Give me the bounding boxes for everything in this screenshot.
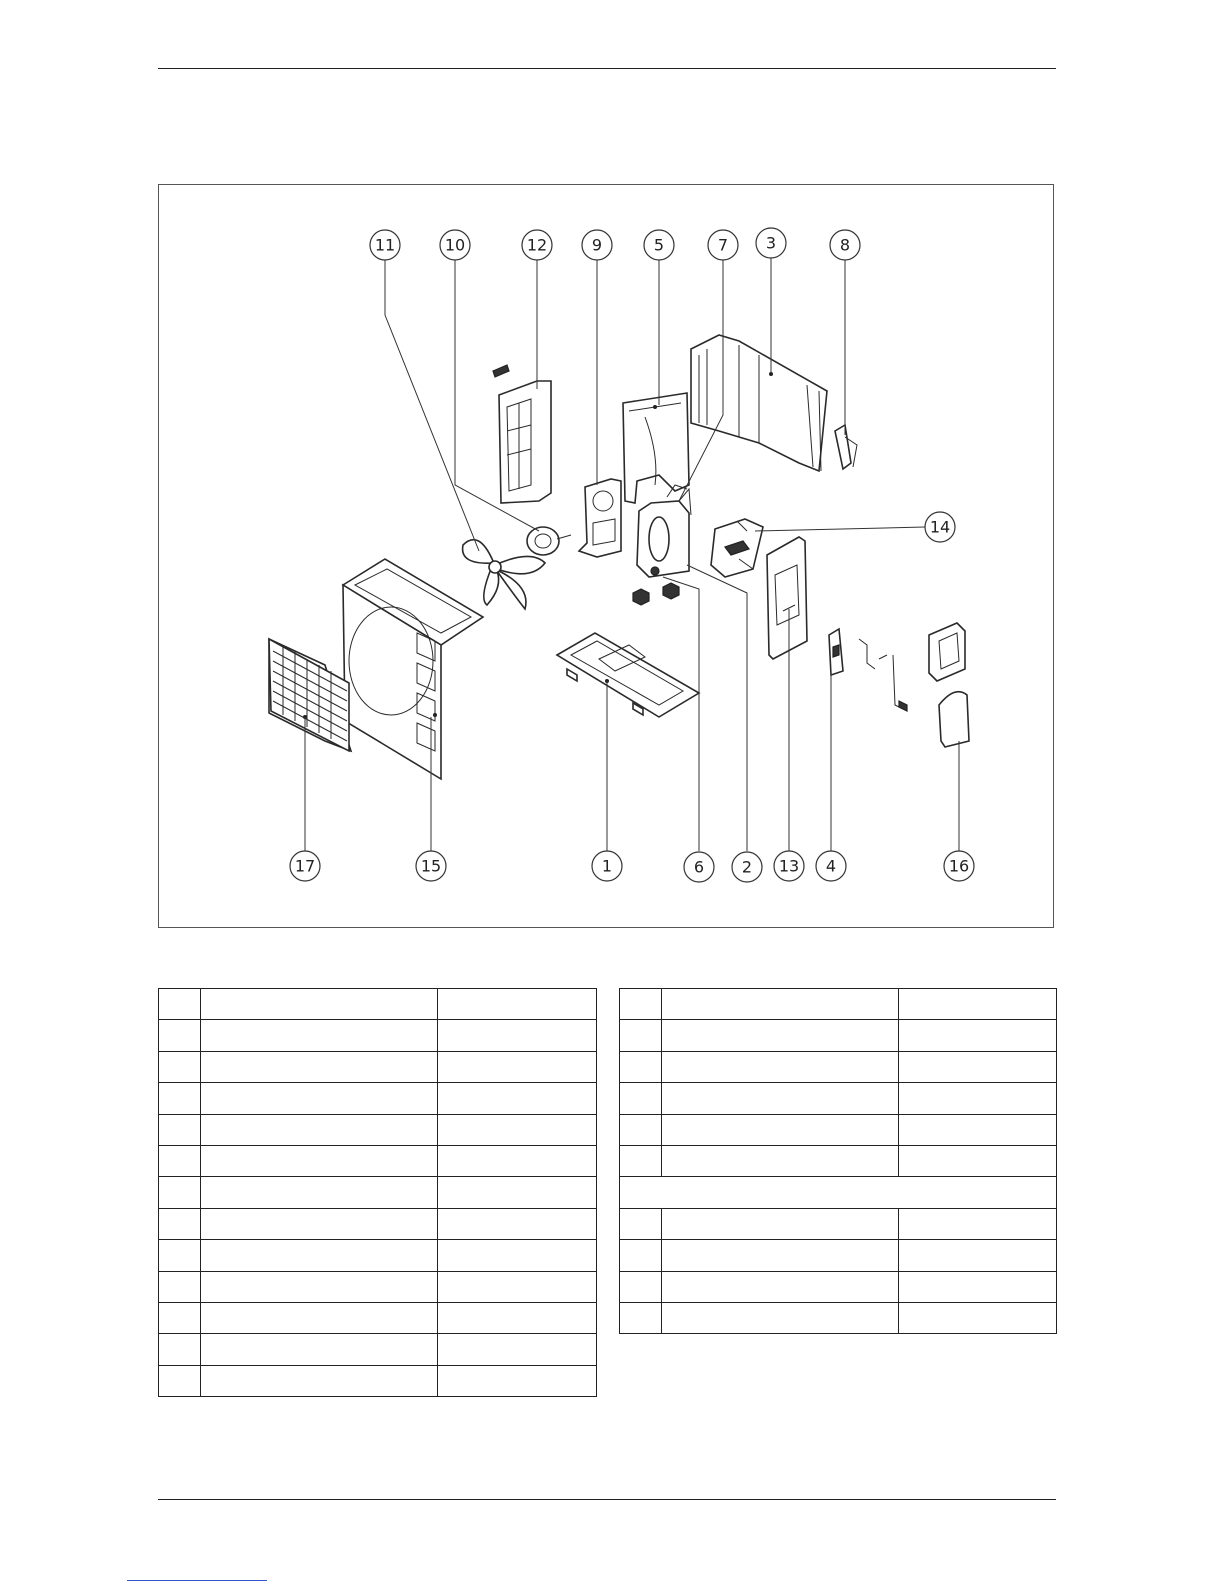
diagram-canvas: [159, 185, 1055, 929]
callout-16: [944, 851, 974, 881]
callout-15: [416, 851, 446, 881]
cell-part-code: [899, 1145, 1057, 1176]
part-stop-valve-plate: [829, 629, 887, 675]
cell-part-name: [201, 1051, 438, 1082]
cell-part-code: [438, 1334, 597, 1365]
leader-lines: [305, 257, 959, 851]
cell-part-name: [662, 1114, 899, 1145]
cell-no: [620, 1302, 662, 1333]
cell-no: [620, 1083, 662, 1114]
svg-text:16: 16: [948, 856, 970, 876]
table-row: [159, 1271, 597, 1302]
svg-text:6: 6: [693, 857, 705, 877]
svg-text:5: 5: [653, 235, 665, 255]
table-row: [620, 989, 1057, 1020]
cell-no: [159, 1271, 201, 1302]
cell-part-code: [899, 989, 1057, 1020]
table-row: [159, 1020, 597, 1051]
cell-no: [620, 1271, 662, 1302]
table-row: [159, 1302, 597, 1333]
cell-part-name: [662, 1302, 899, 1333]
part-right-side-plate: [767, 537, 807, 659]
cell-part-code: [438, 1020, 597, 1051]
cell-no: [620, 989, 662, 1020]
part-valve-cover: [929, 623, 969, 747]
footer-link-underline[interactable]: [127, 1580, 267, 1581]
cell-part-name: [662, 1051, 899, 1082]
table-row: [159, 1051, 597, 1082]
callout-8: [830, 230, 860, 260]
cell-no: [159, 1240, 201, 1271]
callout-17: [290, 851, 320, 881]
part-control-box-cover: [493, 365, 551, 503]
cell-part-name: [201, 1302, 438, 1333]
cell-part-name: [201, 1271, 438, 1302]
cell-part-code: [438, 1051, 597, 1082]
table-row: [620, 1271, 1057, 1302]
callout-2: [732, 852, 762, 882]
svg-text:9: 9: [591, 235, 603, 255]
cell-part-code: [438, 1208, 597, 1239]
table-section-header: [620, 1177, 1057, 1208]
part-stop-valves: [893, 655, 907, 711]
table-row: [620, 1051, 1057, 1082]
cell-no: [159, 1114, 201, 1145]
part-rubber-feet: [633, 583, 679, 605]
cell-part-code: [899, 1208, 1057, 1239]
parts-table-left: [158, 988, 597, 1397]
table-row: [620, 1302, 1057, 1333]
callout-10: [440, 230, 470, 260]
cell-part-name: [662, 1208, 899, 1239]
cell-no: [159, 1051, 201, 1082]
cell-part-code: [438, 1177, 597, 1208]
callout-3: [756, 228, 786, 258]
cell-no: [159, 1020, 201, 1051]
table-row: [159, 1083, 597, 1114]
svg-text:12: 12: [526, 235, 548, 255]
callout-14: [925, 512, 955, 542]
cell-no: [620, 1051, 662, 1082]
cell-part-code: [438, 1114, 597, 1145]
cell-no: [159, 1083, 201, 1114]
callout-5: [644, 230, 674, 260]
section-header-cell: [620, 1177, 1057, 1208]
cell-no: [159, 1365, 201, 1396]
parts-table-right: [619, 988, 1057, 1334]
cell-part-name: [662, 1240, 899, 1271]
table-row: [159, 1145, 597, 1176]
callout-1: [592, 851, 622, 881]
svg-text:3: 3: [765, 233, 777, 253]
callout-4: [816, 851, 846, 881]
cell-part-name: [662, 1145, 899, 1176]
cell-no: [159, 1145, 201, 1176]
table-row: [159, 989, 597, 1020]
cell-part-name: [201, 1365, 438, 1396]
header-rule: [158, 68, 1056, 69]
svg-text:13: 13: [778, 856, 800, 876]
cell-part-code: [899, 1240, 1057, 1271]
cell-part-name: [662, 1083, 899, 1114]
cell-no: [159, 1208, 201, 1239]
cell-part-code: [899, 1083, 1057, 1114]
svg-text:1: 1: [601, 856, 613, 876]
footer-rule: [158, 1499, 1056, 1500]
table-row: [620, 1020, 1057, 1051]
cell-part-code: [438, 1083, 597, 1114]
part-front-panel: [343, 559, 483, 779]
cell-part-code: [438, 989, 597, 1020]
svg-text:10: 10: [444, 235, 466, 255]
table-row: [159, 1365, 597, 1396]
cell-part-name: [201, 1083, 438, 1114]
table-row: [159, 1208, 597, 1239]
svg-text:4: 4: [825, 856, 837, 876]
table-row: [620, 1240, 1057, 1271]
cell-part-code: [899, 1020, 1057, 1051]
svg-text:14: 14: [929, 517, 951, 537]
cell-part-name: [201, 989, 438, 1020]
part-fan-motor: [527, 527, 571, 555]
callout-9: [582, 230, 612, 260]
cell-no: [620, 1240, 662, 1271]
cell-part-name: [201, 1145, 438, 1176]
cell-part-name: [662, 1020, 899, 1051]
part-discharge-grille: [269, 639, 351, 751]
svg-text:8: 8: [839, 235, 851, 255]
cell-part-code: [899, 1114, 1057, 1145]
cell-part-code: [438, 1271, 597, 1302]
table-row: [159, 1114, 597, 1145]
cell-no: [159, 1334, 201, 1365]
callout-7: [708, 230, 738, 260]
part-motor-bracket: [579, 479, 621, 557]
cell-no: [620, 1114, 662, 1145]
cell-part-name: [201, 1334, 438, 1365]
cell-part-code: [438, 1145, 597, 1176]
cell-part-name: [201, 1114, 438, 1145]
cell-part-code: [899, 1302, 1057, 1333]
callout-6: [684, 852, 714, 882]
callout-11: [370, 230, 400, 260]
table-row: [159, 1177, 597, 1208]
table-row: [620, 1114, 1057, 1145]
cell-part-name: [201, 1020, 438, 1051]
part-valve-bracket: [835, 425, 857, 469]
cell-part-name: [662, 1271, 899, 1302]
callout-13: [774, 851, 804, 881]
cell-part-name: [201, 1240, 438, 1271]
svg-text:7: 7: [717, 235, 729, 255]
svg-text:11: 11: [374, 235, 396, 255]
cell-no: [159, 1177, 201, 1208]
cell-part-code: [899, 1271, 1057, 1302]
svg-text:15: 15: [420, 856, 442, 876]
callout-12: [522, 230, 552, 260]
cell-part-name: [201, 1177, 438, 1208]
cell-part-name: [201, 1208, 438, 1239]
cell-no: [159, 1302, 201, 1333]
cell-no: [159, 989, 201, 1020]
cell-part-code: [438, 1302, 597, 1333]
cell-part-code: [899, 1051, 1057, 1082]
part-condenser-coil: [691, 335, 827, 471]
part-base-pan: [557, 633, 699, 717]
cell-part-name: [662, 989, 899, 1020]
table-row: [620, 1208, 1057, 1239]
cell-part-code: [438, 1240, 597, 1271]
table-row: [620, 1083, 1057, 1114]
cell-no: [620, 1145, 662, 1176]
cell-no: [620, 1020, 662, 1051]
cell-no: [620, 1208, 662, 1239]
svg-text:17: 17: [294, 856, 316, 876]
svg-text:2: 2: [741, 857, 753, 877]
exploded-view-diagram: [158, 184, 1054, 928]
table-row: [620, 1145, 1057, 1176]
part-compressor: [637, 485, 691, 577]
cell-part-code: [438, 1365, 597, 1396]
part-electric-box: [711, 519, 763, 577]
table-row: [159, 1334, 597, 1365]
table-row: [159, 1240, 597, 1271]
